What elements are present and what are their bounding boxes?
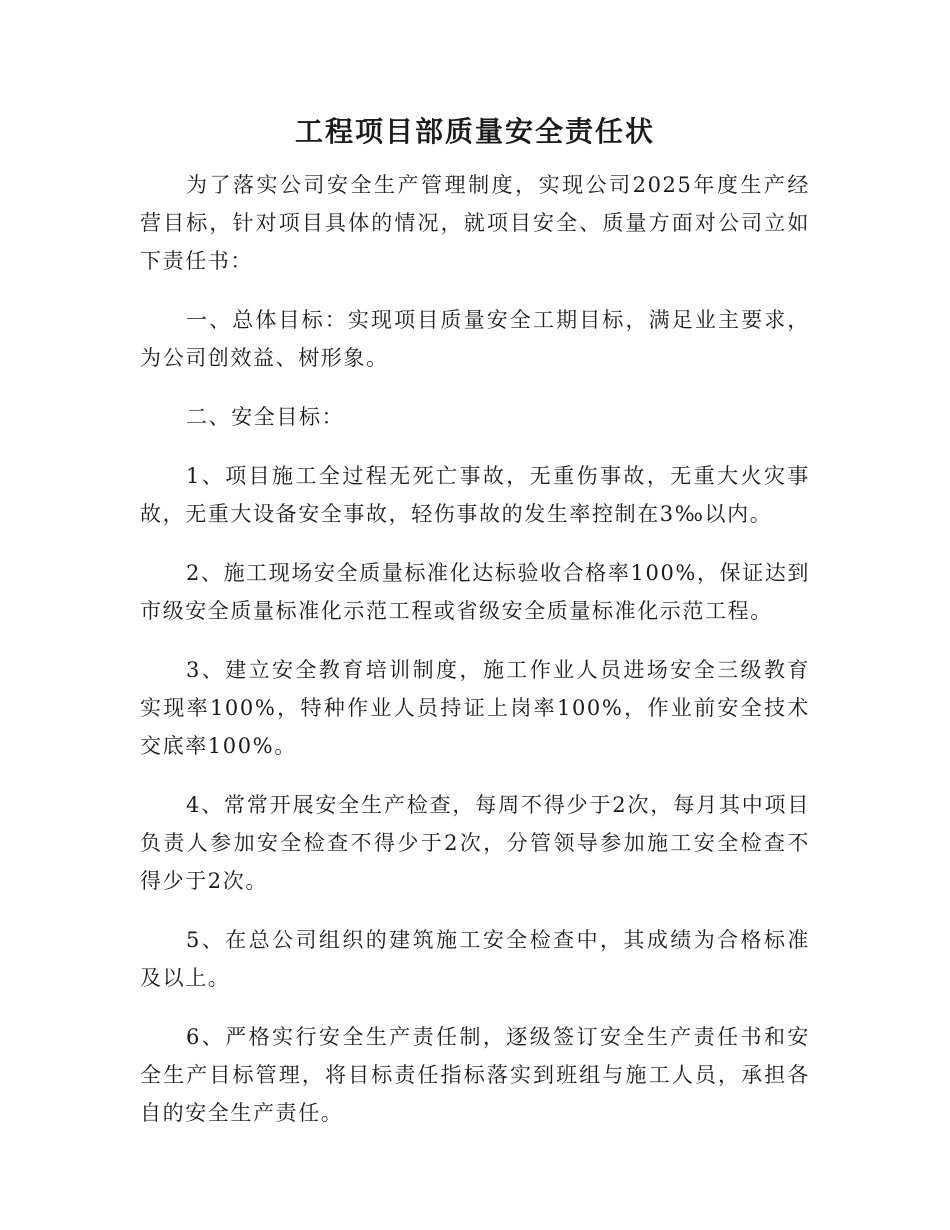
paragraph-safety-goal-heading: 二、安全目标：	[186, 405, 345, 429]
paragraph-overall-goal: 一、总体目标：实现项目质量安全工期目标，满足业主要求，为公司创效益、树形象。	[140, 308, 810, 370]
document-body	[140, 166, 810, 1153]
paragraph-item-3: 3、建立安全教育培训制度，施工作业人员进场安全三级教育实现率100%，特种作业人员持证上岗率100%，作业前安全技术交底率100%。	[140, 658, 810, 758]
paragraph-item-2: 2、施工现场安全质量标准化达标验收合格率100%，保证达到市级安全质量标准化示范工程或省级安全质量标准化示范工程。	[140, 561, 810, 623]
paragraph-item-4: 4、常常开展安全生产检查，每周不得少于2次，每月其中项目负责人参加安全检查不得少于2次，分管领导参加施工安全检查不得少于2次。	[140, 793, 810, 893]
paragraph-item-6: 6、严格实行安全生产责任制，逐级签订安全生产责任书和安全生产目标管理，将目标责任指标落实到班组与施工人员，承担各自的安全生产责任。	[140, 1025, 810, 1125]
paragraph-item-5: 5、在总公司组织的建筑施工安全检查中，其成绩为合格标准及以上。	[140, 928, 810, 990]
paragraph-intro: 为了落实公司安全生产管理制度，实现公司2025年度生产经营目标，针对项目具体的情况，就项目安全、质量方面对公司立如下责任书：	[140, 173, 810, 273]
document-title: 工程项目部质量安全责任状	[294, 115, 655, 148]
paragraph-item-1: 1、项目施工全过程无死亡事故，无重伤事故，无重大火灾事故，无重大设备安全事故，轻伤事故的发生率控制在3‰以内。	[140, 464, 810, 526]
